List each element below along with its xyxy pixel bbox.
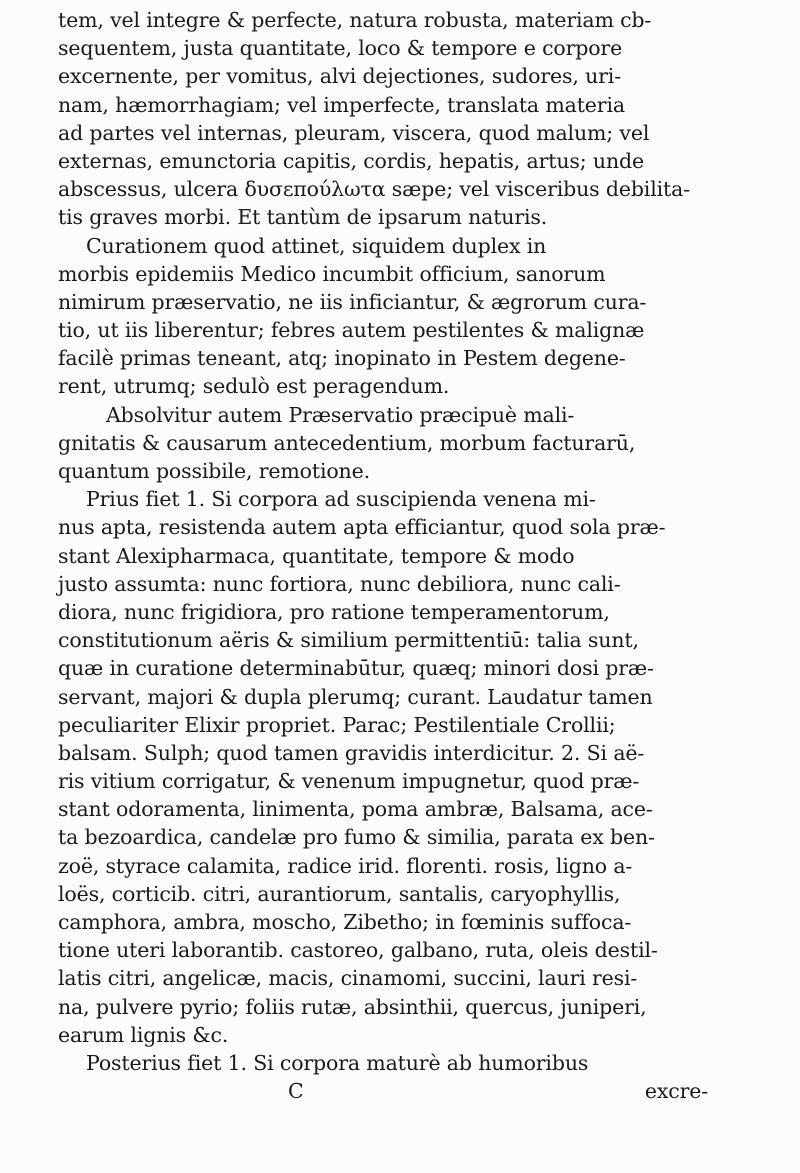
text-line-5: ad partes vel internas, pleuram, viscera, quod malum; vel xyxy=(58,120,650,145)
text-line-30: ta bezoardica, candelæ pro fumo & similia, parata ex ben- xyxy=(58,825,655,850)
text-line-29: stant odoramenta, linimenta, poma ambræ, Balsama, ace- xyxy=(58,797,653,822)
catchword: excre- xyxy=(644,1079,708,1104)
text-line-6: externas, emunctoria capitis, cordis, hepatis, artus; unde xyxy=(58,148,644,173)
text-line-10: morbis epidemiis Medico incumbit officium, sanorum xyxy=(58,261,606,286)
text-line-33: camphora, ambra, moscho, Zibetho; in fœminis suffoca- xyxy=(58,910,632,934)
text-line-7: abscessus, ulcera δυσεπούλωτα sæpe; vel visceribus debilita- xyxy=(58,177,690,202)
text-line-23: constitutionum aëris & similium permittentiū: talia sunt, xyxy=(58,628,639,653)
text-line-17: quantum possibile, remotione. xyxy=(58,459,370,483)
page-footer xyxy=(58,1077,758,1105)
text-line-12: tio, ut iis liberentur; febres autem pestilentes & malignæ xyxy=(58,318,645,343)
text-line-4: nam, hæmorrhagiam; vel imperfecte, translata materia xyxy=(58,92,625,117)
text-line-36: na, pulvere pyrio; foliis rutæ, absinthii, quercus, juniperi, xyxy=(58,994,647,1019)
text-line-34: tione uteri laborantib. castoreo, galbano, ruta, oleis destil- xyxy=(58,938,658,963)
text-line-31: zoë, styrace calamita, radice irid. florenti. rosis, ligno a- xyxy=(58,853,633,878)
text-line-25: servant, majori & dupla plerumq; curant. Laudatur tamen xyxy=(58,684,653,709)
text-line-3: excernente, per vomitus, alvi dejectiones, sudores, uri- xyxy=(58,64,621,89)
text-line-35: latis citri, angelicæ, macis, cinamomi, succini, lauri resi- xyxy=(58,966,638,991)
section-heading-posterius: Posterius fiet 1. Si corpora maturè ab humoribus xyxy=(86,1050,589,1075)
text-line-24: quæ in curatione determinabūtur, quæq; minori dosi præ- xyxy=(58,656,654,681)
text-line-8: tis graves morbi. Et tantùm de ipsarum naturis. xyxy=(58,205,548,230)
page-text xyxy=(58,6,758,1105)
text-line-32: loës, corticib. citri, aurantiorum, santalis, caryophyllis, xyxy=(58,881,621,906)
text-line-16: gnitatis & causarum antecedentium, morbum facturarū, xyxy=(58,430,636,455)
text-line-11: nimirum præservatio, ne iis inficiantur, & ægrorum cura- xyxy=(58,289,647,314)
section-heading-prius: Prius fiet 1. Si corpora ad suscipienda venena mi- xyxy=(86,487,596,512)
text-line-20: stant Alexipharmaca, quantitate, tempore & modo xyxy=(58,543,575,568)
text-line-28: ris vitium corrigatur, & venenum impugnetur, quod præ- xyxy=(58,769,640,794)
text-line-14: rent, utrumq; sedulò est peragendum. xyxy=(58,374,450,399)
text-line-21: justo assumta: nunc fortiora, nunc debiliora, nunc cali- xyxy=(58,571,621,596)
text-line-22: diora, nunc frigidiora, pro ratione temperamentorum, xyxy=(58,599,610,624)
text-line-27: balsam. Sulph; quod tamen gravidis interdicitur. 2. Si aë- xyxy=(58,740,645,765)
section-heading-praeservatio: Absolvitur autem Præservatio præcipuè mali- xyxy=(106,402,575,427)
signature-mark: C xyxy=(288,1079,306,1104)
text-line-13: facilè primas teneant, atq; inopinato in Pestem degene- xyxy=(58,346,626,371)
section-heading-curatio: Curationem quod attinet, siquidem duplex in xyxy=(86,233,547,258)
text-line-19: nus apta, resistenda autem apta efficiantur, quod sola præ- xyxy=(58,515,666,540)
text-line-2: sequentem, justa quantitate, loco & tempore e corpore xyxy=(58,36,623,61)
text-line-37: earum lignis &c. xyxy=(58,1022,229,1047)
text-line-1: tem, vel integre & perfecte, natura robusta, materiam cb- xyxy=(58,8,652,32)
text-line-26: peculiariter Elixir propriet. Parac; Pestilentiale Crollii; xyxy=(58,712,616,737)
